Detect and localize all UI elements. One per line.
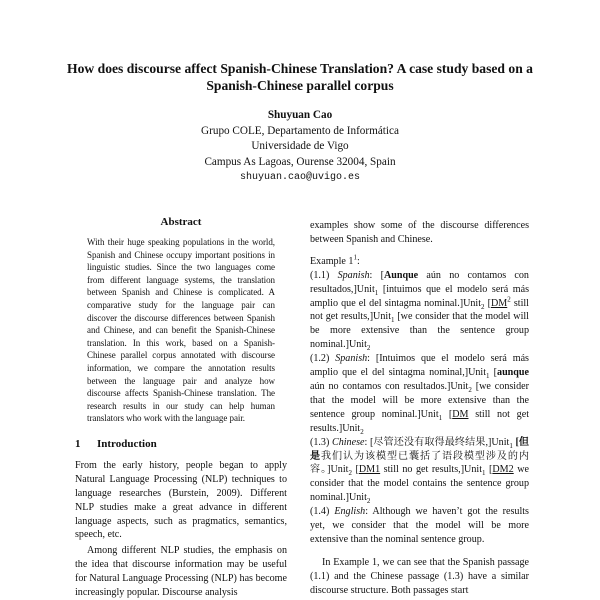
left-column — [75, 216, 287, 600]
intro-paragraph-2: Among different NLP studies, the emphasis on the idea that discourse information may be useful for Natural Language Processing (NLP) has become increasingly popular. Discourse analysis — [75, 545, 287, 599]
author-university: Universidade de Vigo — [251, 140, 349, 152]
example-1-1: (1.1) Spanish: [Aunque aún no contamos con resultados,]Unit$_1$ [intuimos que el modelo será más amplio que el del sintagma nominal.]Unit$_2$ [$DM^2$ still not get results,]Unit$_1$ [we consider that the model will be more extensive than the sentence group nominal.]Unit$_2$ — [310, 269, 529, 353]
right-column — [310, 219, 529, 598]
section-number: 1 — [75, 437, 81, 450]
example-1-2: (1.2) Spanish: [Intuimos que el modelo será más amplio que el del sintagma nominal,]Unit$_1$ [aunque aún no contamos con resultados.]Unit$_2$ [we consider that the model will be more extensive than the sentence group nominal.]Unit$_1$ [DM still not get results.]Unit$_2$ — [310, 353, 530, 436]
example-label: Example $1^1$: — [310, 253, 360, 267]
author-email: shuyuan.cao@uvigo.es — [239, 172, 361, 183]
paper-title: How does discourse affect Spanish-Chinese Translation? A case study based on a Spanish-Chinese parallel corpus — [67, 61, 533, 93]
examples-lead-text: examples show some of the discourse differences between Spanish and Chinese. — [310, 220, 529, 245]
author-address: Campus As Lagoas, Ourense 32004, Spain — [204, 155, 396, 168]
intro-paragraph-1: From the early history, people began to apply Natural Language Processing (NLP) techniques to language researches (Burstein, 2009). Different NLP studies make a great advance in different language aspects, such as pragmatics, semantics, speech, etc. — [75, 459, 287, 541]
example-1-4: (1.4) English: Although we haven’t got the results yet, we consider that the model will be more extensive than the nominal sentence group. — [310, 506, 529, 545]
abstract-text: With their huge speaking populations in the world, Spanish and Chinese occupy important positions in linguistic studies. Since the two languages come from different language systems, the translation between Spanish and Chinese is complicated. A comparative study for the language pair can discover the discourse differences between Spanish and Chinese, and can benefit the Spanish-Chinese translation. In this work, based on a Spanish-Chinese parallel corpus annotated with discourse information, we compare the annotation results between the language pair and analyze how discourse affects Spanish-Chinese translation. The research results in our study can help human translators who work with the language pair. — [87, 237, 275, 424]
example-discussion-paragraph: In Example 1, we can see that the Spanish passage (1.1) and the Chinese passage (1.3) have a similar discourse structure. Both passages start — [310, 556, 529, 596]
author-name: Shuyuan Cao — [267, 109, 333, 121]
section-title: Introduction — [97, 437, 157, 450]
section-heading-introduction — [75, 438, 287, 450]
abstract-heading: Abstract — [160, 216, 202, 228]
author-block — [100, 108, 500, 186]
author-affiliation: Grupo COLE, Departamento de Informática — [201, 124, 399, 137]
example-1-3: (1.3) Chinese: [尽管还没有取得最终结果,]Unit$_1$ [但是我们认为该模型已囊括了语段模型涉及的内容。]Unit$_2$ [DM1 still no get results,]Unit$_1$ [DM2 we consider that the model contains the sentence group nominal.]Unit$_2$ — [310, 436, 530, 506]
